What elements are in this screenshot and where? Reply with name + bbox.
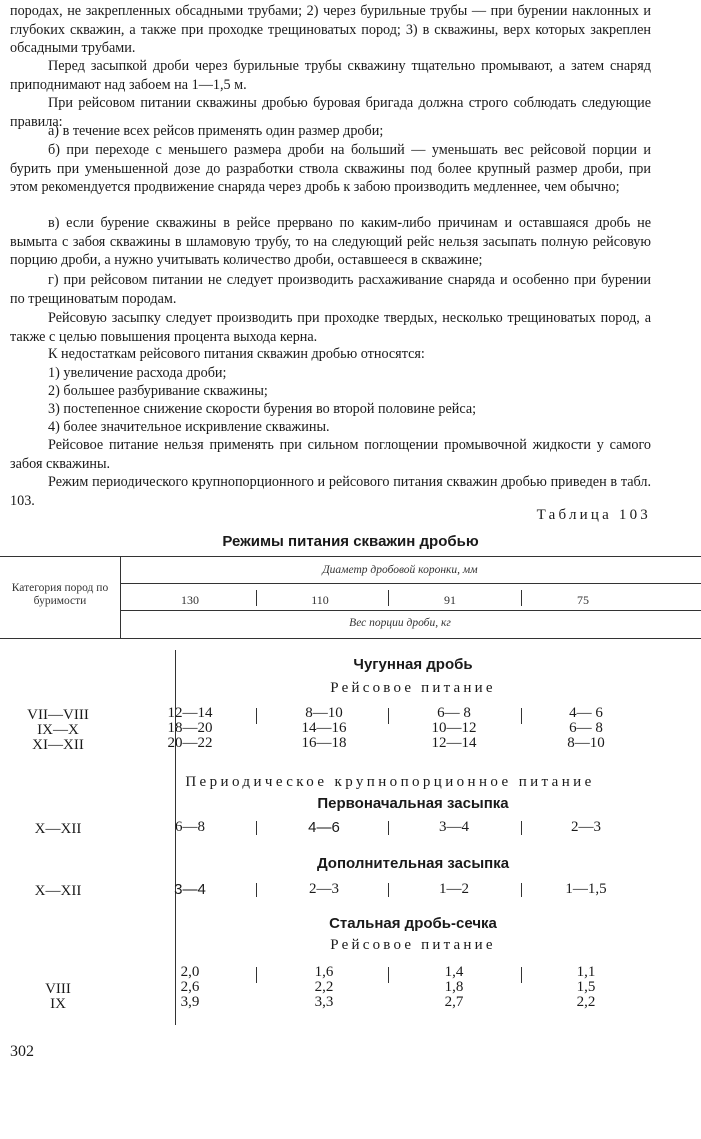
column-divider [256,821,257,835]
list-item-4: 4) более значительное искривление скважины. [48,419,330,435]
category-cell: XI—XII [32,737,84,753]
column-divider [521,708,522,724]
table-cell: 3—4 [439,819,469,835]
diameter-header: Диаметр дробовой коронки, мм [322,564,478,576]
table-cell: 2,0 [180,964,200,980]
paragraph-3: При рейсовом питании скважины дробью буровая бригада должна строго соблюдать следующие правила: [10,95,651,130]
table-cell: 20—22 [167,735,213,751]
table-cell: 2,2 [314,979,334,995]
list-item-3: 3) постепенное снижение скорости бурения во второй половине рейса; [48,401,477,417]
table-cell: 8—10 [305,705,343,721]
table-cell: 14—16 [301,720,347,736]
paragraph-4: Рейсовую засыпку следует производить при проходке твердых, несколько трещиноватых пород, а также с целью повышения процента выхода керна. [10,310,651,345]
table-top-rule [0,556,701,557]
category-cell: X—XII [34,821,82,837]
category-cell: X—XII [34,883,82,899]
section-trip-feeding-2: Рейсовое питание [330,937,496,953]
table-cell: 3,3 [314,994,334,1010]
table-cell: 3,9 [180,994,200,1010]
rule-v: в) если бурение скважины в рейсе прервано по каким-либо причинам и оставшаяся дробь не вымыта с забоя скважины в шламовую трубу, то на следующий рейс нельзя засыпать полную рейсовую порцию дроби, а нужно учитывать количество дроби, оставшееся в скважине; [10,215,651,269]
section-cast-iron: Чугунная дробь [353,656,473,673]
table-cell: 2,7 [444,994,464,1010]
table-cell: 1,5 [576,979,596,995]
table-cell: 2,6 [180,979,200,995]
column-divider [256,967,257,983]
column-divider [256,708,257,724]
table-number: Таблица 103 [536,507,651,523]
table-title: Режимы питания скважин дробью [222,533,479,550]
section-additional-fill: Дополнительная засыпка [316,855,510,872]
table-cell: 6—8 [175,819,205,835]
diameter-91: 91 [444,593,456,607]
header-rule-2 [120,610,701,611]
table-cell: 6— 8 [569,720,603,736]
table-cell: 10—12 [431,720,477,736]
list-item-1: 1) увеличение расхода дроби; [48,365,227,381]
header-rule-1 [120,583,701,584]
column-divider [521,821,522,835]
header-vertical-rule [120,556,121,638]
diameter-divider-2 [388,590,389,606]
column-divider [388,967,389,983]
table-cell: 12—14 [431,735,477,751]
page-number: 302 [10,1043,34,1060]
table-cell: 2,2 [576,994,596,1010]
column-divider [256,883,257,897]
paragraph-6: Рейсовое питание нельзя применять при сильном поглощении промывочной жидкости у самого забоя скважины. [10,437,651,472]
diameter-divider-3 [521,590,522,606]
table-cell: 1—1,5 [565,881,607,897]
category-cell: VIII [45,981,71,997]
diameter-divider-1 [256,590,257,606]
column-divider [521,967,522,983]
paragraph-7: Режим периодического крупнопорционного и рейсового питания скважин дробью приведен в табл. 103. [10,474,651,509]
weight-header: Вес порции дроби, кг [349,617,451,629]
table-cell: 1,6 [314,964,334,980]
column-divider [388,708,389,724]
diameter-130: 130 [181,593,199,607]
table-cell: 6— 8 [437,705,471,721]
table-cell: 1,1 [576,964,596,980]
paragraph-2: Перед засыпкой дроби через бурильные трубы скважину тщательно промывают, а затем снаряд приподнимают над забоем на 1—1,5 м. [10,58,651,93]
section-initial-fill: Первоначальная засыпка [317,795,509,812]
rule-g: г) при рейсовом питании не следует производить расхаживание снаряда и особенно при бурении по трещиноватым породам. [10,272,651,307]
table-cell: 16—18 [301,735,347,751]
category-header: Категория пород по буримости [11,582,109,607]
section-periodic-feeding: Периодическое крупнопорционное питание [185,774,595,790]
list-item-2: 2) большее разбуривание скважины; [48,383,268,399]
diameter-110: 110 [311,593,329,607]
column-divider [521,883,522,897]
section-steel-shot: Стальная дробь-сечка [329,915,497,932]
table-cell: 2—3 [309,881,339,897]
category-cell: IX—X [37,722,79,738]
table-cell: 2—3 [571,819,601,835]
rule-a: а) в течение всех рейсов применять один размер дроби; [48,123,384,139]
table-cell: 3—4 [174,881,206,898]
diameter-75: 75 [577,593,589,607]
rule-b: б) при переходе с меньшего размера дроби на больший — уменьшать вес рейсовой порции и бурить при уменьшенной дозе до разработки ствола скважины под более крупный размер дроби, при этом рекомендуется продвижение снаряда через дробь к забою производить медленнее, чем обычно; [10,142,651,196]
table-cell: 4—6 [308,819,340,836]
category-cell: VII—VIII [27,707,89,723]
column-divider [388,821,389,835]
header-bottom-rule [0,638,701,639]
table-cell: 12—14 [167,705,213,721]
paragraph-1: породах, не закрепленных обсадными трубами; 2) через бурильные трубы — при бурении наклонных и глубоких скважин, а также при проходке трещиноватых пород; 3) в скважины, верх которых закреплен обсадными трубами. [10,3,651,57]
category-cell: IX [50,996,66,1012]
table-cell: 1,8 [444,979,464,995]
table-cell: 8—10 [567,735,605,751]
paragraph-5: К недостаткам рейсового питания скважин дробью относятся: [48,346,425,362]
table-cell: 1,4 [444,964,464,980]
section-trip-feeding: Рейсовое питание [330,680,496,696]
table-cell: 4— 6 [569,705,603,721]
table-cell: 18—20 [167,720,213,736]
column-divider [388,883,389,897]
table-cell: 1—2 [439,881,469,897]
